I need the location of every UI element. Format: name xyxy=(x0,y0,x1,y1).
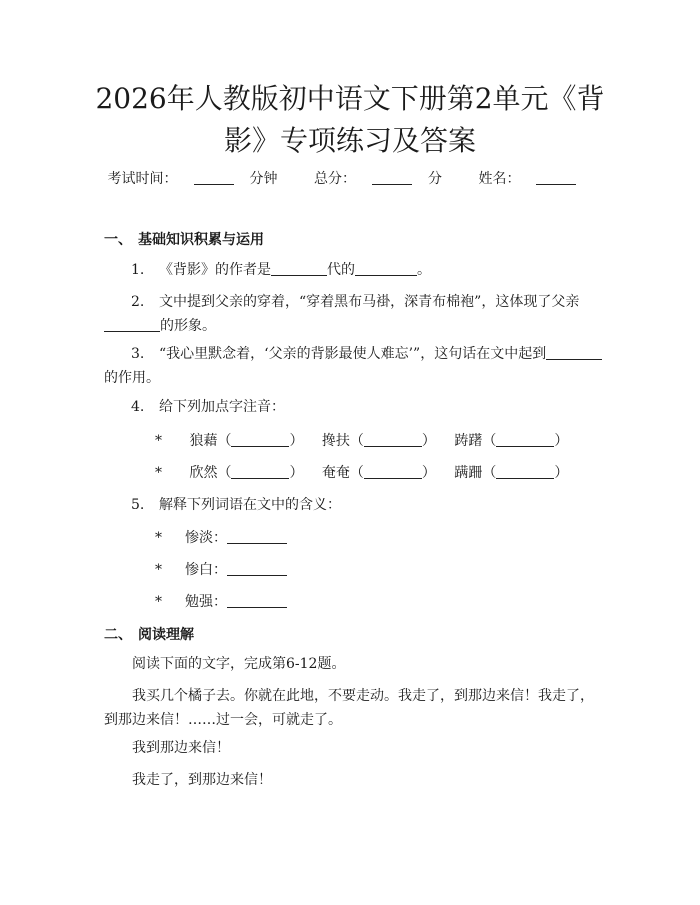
exam-score: 总分： 分 xyxy=(314,171,442,187)
question-3: 3. “我心里默念着，‘父亲的背影最使人难忘’”，这句话在文中起到的作用。 xyxy=(104,342,604,390)
exam-name: 姓名： xyxy=(478,168,592,188)
answer-blank[interactable] xyxy=(104,317,160,332)
pinyin-blank[interactable] xyxy=(231,464,289,479)
pinyin-blank[interactable] xyxy=(231,432,289,447)
pinyin-blank[interactable] xyxy=(364,464,422,479)
definition-blank[interactable] xyxy=(227,561,287,576)
answer-blank[interactable] xyxy=(355,261,417,276)
answer-blank[interactable] xyxy=(271,261,327,276)
definition-item: * 惨淡： xyxy=(155,527,287,547)
question-4: 4. 给下列加点字注音： xyxy=(131,399,285,415)
page-title: 2026年人教版初中语文下册第2单元《背影》专项练习及答案 xyxy=(95,82,605,157)
pinyin-row: * 狼藉（ ） 搀扶（ ） 踌躇（ ） xyxy=(155,433,569,449)
reading-intro: 阅读下面的文字，完成第6-12题。 xyxy=(132,656,346,672)
section-heading-basics: 一、 基础知识积累与运用 xyxy=(104,232,264,248)
definition-item: * 勉强： xyxy=(155,591,287,611)
score-blank[interactable] xyxy=(372,170,412,185)
definition-item: * 惨白： xyxy=(155,559,287,579)
answer-blank[interactable] xyxy=(546,345,602,360)
reading-paragraph: 我买几个橘子去。你就在此地，不要走动。我走了，到那边来信！我走了，到那边来信！……过一会，可就走了。 xyxy=(104,688,594,728)
pinyin-blank[interactable] xyxy=(496,432,554,447)
pinyin-blank[interactable] xyxy=(496,464,554,479)
pinyin-blank[interactable] xyxy=(364,432,422,447)
exam-time: 考试时间： 分钟 xyxy=(107,171,278,187)
question-5: 5. 解释下列词语在文中的含义： xyxy=(131,497,341,513)
definition-blank[interactable] xyxy=(227,529,287,544)
pinyin-row: * 欣然（ ） 奄奄（ ） 蹒跚（ ） xyxy=(155,465,569,481)
question-1: 1. 《背影》的作者是 代的 。 xyxy=(131,262,431,278)
reading-paragraph: 我到那边来信！ xyxy=(132,740,230,756)
definition-blank[interactable] xyxy=(227,593,287,608)
time-blank[interactable] xyxy=(194,170,234,185)
question-2: 2. 文中提到父亲的穿着，“穿着黑布马褂，深青布棉袍”，这体现了父亲的形象。 xyxy=(104,290,604,338)
section-heading-reading: 二、 阅读理解 xyxy=(104,627,194,643)
exam-meta xyxy=(0,168,700,188)
name-blank[interactable] xyxy=(536,170,576,185)
reading-paragraph: 我走了，到那边来信！ xyxy=(132,772,272,788)
